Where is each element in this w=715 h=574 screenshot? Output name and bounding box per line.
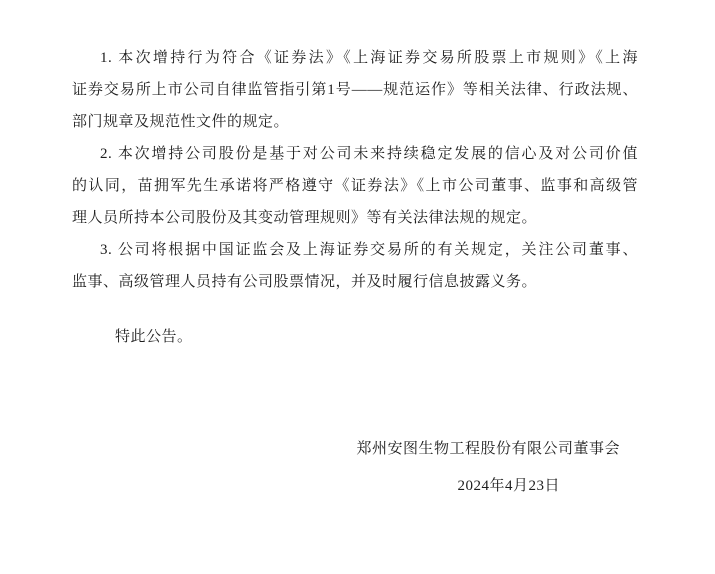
paragraph-1-line-1: 1. 本次增持行为符合《证券法》《上海证券交易所股票上市规则》《上海 (100, 50, 638, 66)
signature-company-name: 郑州安图生物工程股份有限公司董事会 (356, 441, 620, 457)
paragraph-2-line-1: 2. 本次增持公司股份是基于对公司未来持续稳定发展的信心及对公司价值 (100, 146, 638, 162)
paragraph-2-line-2: 的认同，苗拥军先生承诺将严格遵守《证券法》《上市公司董事、监事和高级管 (72, 178, 638, 194)
paragraph-3-line-1: 3. 公司将根据中国证监会及上海证券交易所的有关规定，关注公司董事、 (100, 242, 638, 258)
paragraph-2-line-3: 理人员所持本公司股份及其变动管理规则》等有关法律法规的规定。 (72, 210, 538, 226)
paragraph-1-line-3: 部门规章及规范性文件的规定。 (72, 114, 290, 130)
signature-date: 2024年4月23日 (457, 478, 560, 494)
closing-statement: 特此公告。 (115, 329, 193, 345)
paragraph-3-line-2: 监事、高级管理人员持有公司股票情况，并及时履行信息披露义务。 (72, 274, 538, 290)
paragraph-1-line-2: 证券交易所上市公司自律监管指引第1号——规范运作》等相关法律、行政法规、 (72, 82, 638, 98)
signature-block (72, 433, 638, 502)
